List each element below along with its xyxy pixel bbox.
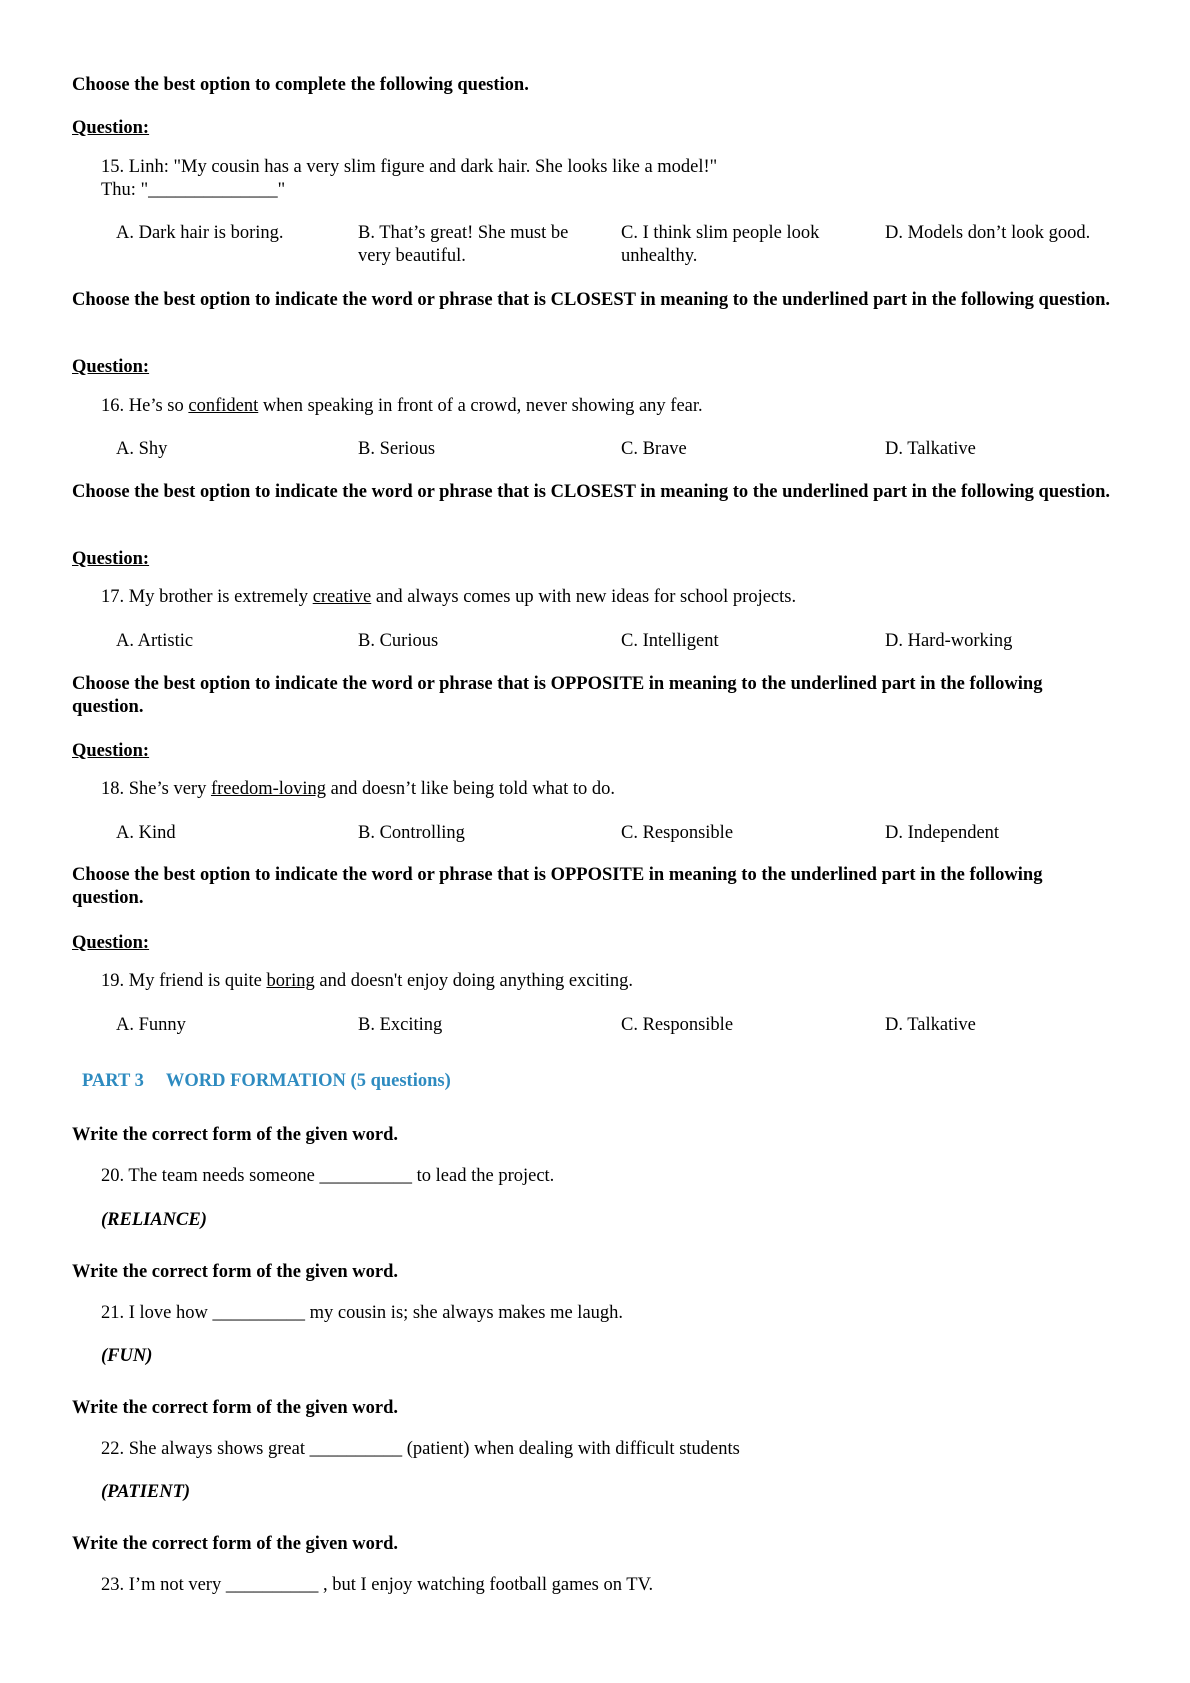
question-18-text-after: and doesn’t like being told what to do. xyxy=(326,779,615,799)
question-18-option-b[interactable]: B. Controlling xyxy=(358,823,465,843)
question-label: Question: xyxy=(72,741,150,761)
question-17-option-d[interactable]: D. Hard-working xyxy=(885,631,1013,651)
question-16-underlined-word: confident xyxy=(188,396,259,416)
question-19-text-after: and doesn't enjoy doing anything exciting. xyxy=(314,971,634,991)
question-19-underlined-word: boring xyxy=(266,971,315,991)
question-22-hint: (PATIENT) xyxy=(101,1482,191,1502)
question-23-text: 23. I’m not very __________ , but I enjoy watching football games on TV. xyxy=(101,1575,654,1595)
question-17-option-b[interactable]: B. Curious xyxy=(358,631,439,651)
question-19-option-c[interactable]: C. Responsible xyxy=(621,1015,734,1035)
question-15-stem xyxy=(101,156,1101,202)
question-18-text-before: 18. She’s very xyxy=(101,779,211,799)
question-15-option-a[interactable]: A. Dark hair is boring. xyxy=(116,223,284,243)
question-21-hint: (FUN) xyxy=(101,1346,153,1366)
question-17-text-after: and always comes up with new ideas for school projects. xyxy=(371,587,797,607)
instruction-word-form: Write the correct form of the given word. xyxy=(72,1262,399,1282)
instruction-opposite: Choose the best option to indicate the word or phrase that is OPPOSITE in meaning to the underlined part in the following question. xyxy=(72,865,1043,908)
question-label: Question: xyxy=(72,549,150,569)
question-19-text-before: 19. My friend is quite xyxy=(101,971,267,991)
question-17-underlined-word: creative xyxy=(312,587,372,607)
question-18-option-a[interactable]: A. Kind xyxy=(116,823,176,843)
instruction-word-form: Write the correct form of the given word. xyxy=(72,1125,399,1145)
instruction-closest: Choose the best option to indicate the word or phrase that is CLOSEST in meaning to the underlined part in the following question. xyxy=(72,290,1110,310)
question-label: Question: xyxy=(72,118,150,138)
question-18-option-d[interactable]: D. Independent xyxy=(885,823,1000,843)
question-label: Question: xyxy=(72,933,150,953)
part-3-number: PART 3 xyxy=(82,1071,144,1091)
instruction-closest: Choose the best option to indicate the word or phrase that is CLOSEST in meaning to the underlined part in the following question. xyxy=(72,482,1110,502)
question-17-stem xyxy=(101,586,1101,609)
question-19-option-b[interactable]: B. Exciting xyxy=(358,1015,443,1035)
question-17-option-a[interactable]: A. Artistic xyxy=(116,631,194,651)
question-16-text-before: 16. He’s so xyxy=(101,396,189,416)
question-16-option-a[interactable]: A. Shy xyxy=(116,439,168,459)
question-16-stem xyxy=(101,395,1101,418)
question-15-option-b[interactable]: B. That’s great! She must be very beautiful. xyxy=(358,223,569,266)
part-3-heading xyxy=(82,1070,451,1093)
instruction-word-form: Write the correct form of the given word. xyxy=(72,1398,399,1418)
question-18-underlined-word: freedom-loving xyxy=(210,779,327,799)
question-label: Question: xyxy=(72,357,150,377)
question-16-option-d[interactable]: D. Talkative xyxy=(885,439,976,459)
question-15-option-c[interactable]: C. I think slim people look unhealthy. xyxy=(621,223,820,266)
question-15-line1: 15. Linh: "My cousin has a very slim figure and dark hair. She looks like a model!" xyxy=(101,157,718,177)
instruction-complete: Choose the best option to complete the following question. xyxy=(72,75,529,95)
question-18-stem xyxy=(101,778,1101,801)
question-21-text: 21. I love how __________ my cousin is; she always makes me laugh. xyxy=(101,1303,624,1323)
question-20-text: 20. The team needs someone __________ to lead the project. xyxy=(101,1166,555,1186)
question-16-option-b[interactable]: B. Serious xyxy=(358,439,436,459)
question-19-option-d[interactable]: D. Talkative xyxy=(885,1015,976,1035)
question-19-option-a[interactable]: A. Funny xyxy=(116,1015,186,1035)
question-17-text-before: 17. My brother is extremely xyxy=(101,587,313,607)
question-15-line2: Thu: "______________" xyxy=(101,180,286,200)
question-16-option-c[interactable]: C. Brave xyxy=(621,439,687,459)
question-18-option-c[interactable]: C. Responsible xyxy=(621,823,734,843)
question-16-text-after: when speaking in front of a crowd, never showing any fear. xyxy=(258,396,703,416)
part-3-title: WORD FORMATION (5 questions) xyxy=(165,1071,451,1091)
question-15-option-d[interactable]: D. Models don’t look good. xyxy=(885,223,1091,243)
question-22-text: 22. She always shows great __________ (patient) when dealing with difficult students xyxy=(101,1439,740,1459)
question-17-option-c[interactable]: C. Intelligent xyxy=(621,631,719,651)
question-20-hint: (RELIANCE) xyxy=(101,1210,207,1230)
question-19-stem xyxy=(101,970,1101,993)
instruction-opposite: Choose the best option to indicate the word or phrase that is OPPOSITE in meaning to the underlined part in the following question. xyxy=(72,674,1043,717)
instruction-word-form: Write the correct form of the given word. xyxy=(72,1534,399,1554)
